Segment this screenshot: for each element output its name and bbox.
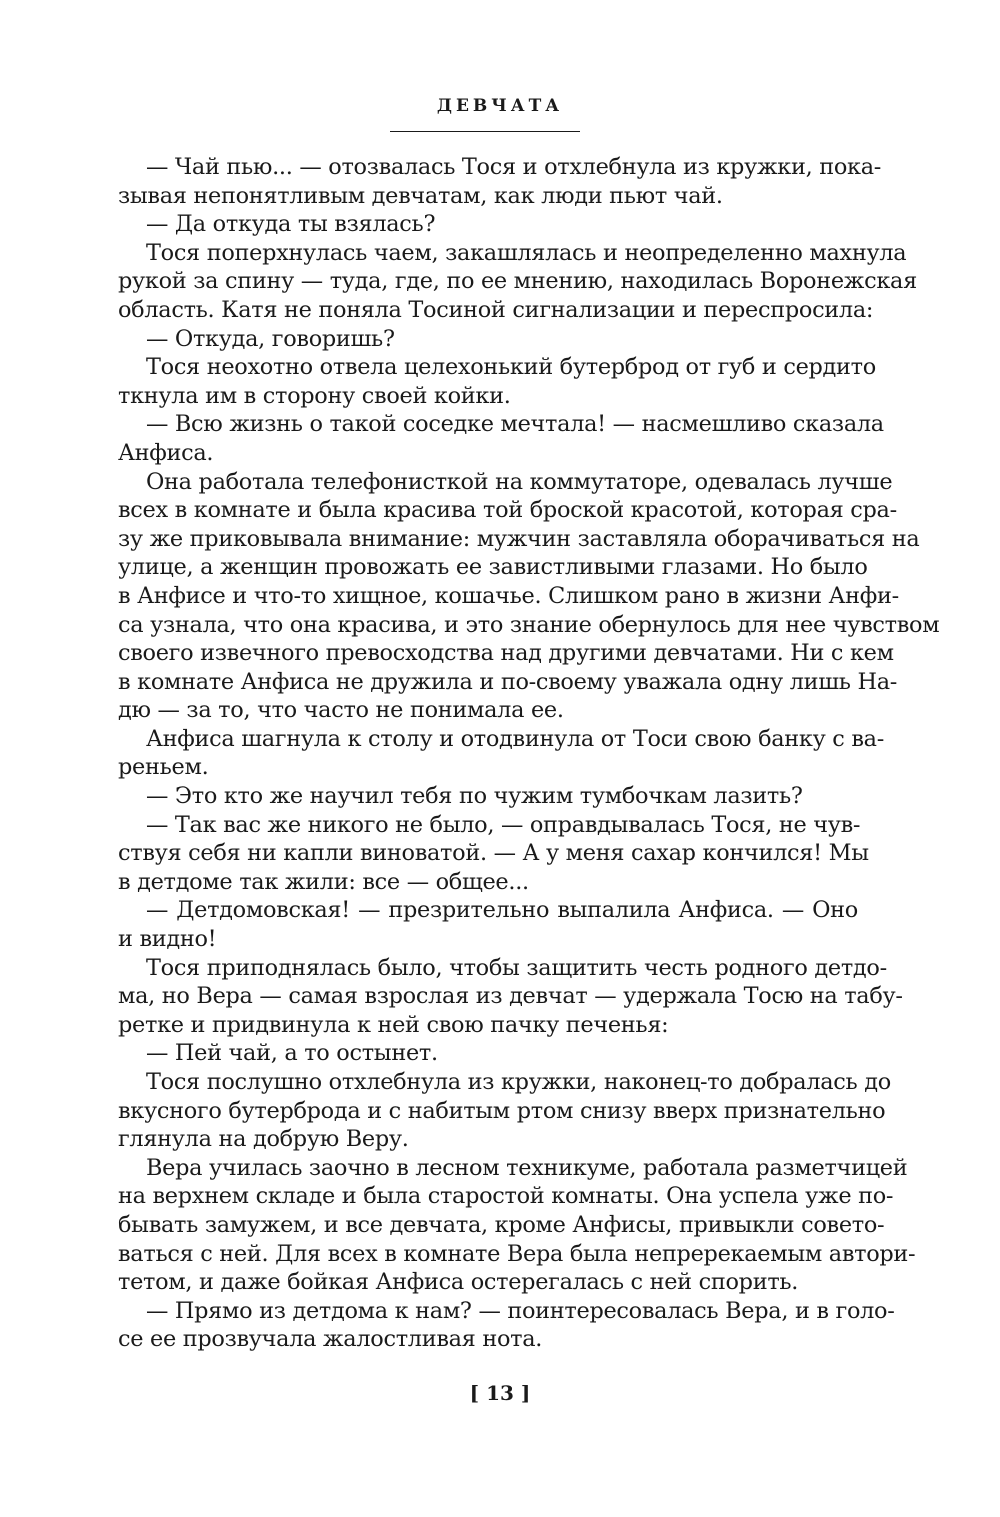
text-line: зу же приковывала внимание: мужчин заставляла оборачиваться на <box>118 525 920 552</box>
text-line: Анфиса шагнула к столу и отодвинула от Тоси свою банку с ва- <box>146 725 884 752</box>
text-line: ствуя себя ни капли виноватой. — А у меня сахар кончился! Мы <box>118 840 869 867</box>
text-line: тетом, и даже бойкая Анфиса остерегалась с ней спорить. <box>118 1269 799 1296</box>
text-line: Тося поперхнулась чаем, закашлялась и неопределенно махнула <box>146 239 907 266</box>
text-line: — Это кто же научил тебя по чужим тумбочкам лазить? <box>146 783 803 810</box>
running-header <box>0 96 1000 116</box>
text-line: в детдоме так жили: все — общее... <box>118 868 529 895</box>
body-text <box>118 153 940 1354</box>
text-line: Она работала телефонисткой на коммутаторе, одевалась лучше <box>146 468 893 495</box>
text-line: — Откуда, говоришь? <box>146 325 395 352</box>
text-line: глянула на добрую Веру. <box>118 1126 409 1153</box>
text-line: своего извечного превосходства над другими девчатами. Ни с кем <box>118 640 894 667</box>
text-line: се ее прозвучала жалостливая нота. <box>118 1326 543 1353</box>
text-line: Тося послушно отхлебнула из кружки, наконец-то добралась до <box>146 1069 891 1095</box>
text-line: Тося приподнялась было, чтобы защитить честь родного детдо- <box>146 954 887 981</box>
text-line: вкусного бутерброда и с набитым ртом снизу вверх признательно <box>118 1097 886 1124</box>
text-line: Тося неохотно отвела целехонький бутерброд от губ и сердито <box>146 354 876 381</box>
text-line: — Всю жизнь о такой соседке мечтала! — насмешливо сказала <box>146 411 884 438</box>
text-line: реньем. <box>118 754 209 781</box>
text-line: — Да откуда ты взялась? <box>146 211 436 238</box>
header-rule <box>390 131 580 132</box>
text-line: в Анфисе и что-то хищное, кошачье. Слишком рано в жизни Анфи- <box>118 582 899 609</box>
text-line: — Чай пью... — отозвалась Тося и отхлебнула из кружки, пока- <box>146 154 882 180</box>
text-line: ретке и придвинула к ней свою пачку печенья: <box>118 1011 669 1038</box>
text-line: на верхнем складе и была старостой комнаты. Она успела уже по- <box>118 1183 894 1210</box>
text-line: — Детдомовская! — презрительно выпалила Анфиса. — Оно <box>146 897 858 924</box>
text-line: — Пей чай, а то остынет. <box>146 1040 438 1067</box>
text-line: са узнала, что она красива, и это знание обернулось для нее чувством <box>118 611 940 638</box>
book-title: ДЕВЧАТА <box>436 96 564 116</box>
text-line: область. Катя не поняла Тосиной сигнализации и переспросила: <box>118 296 874 323</box>
text-line: рукой за спину — туда, где, по ее мнению, находилась Воронежская <box>118 268 917 295</box>
text-line: Анфиса. <box>118 439 214 466</box>
text-line: Вера училась заочно в лесном техникуме, работала разметчицей <box>146 1154 908 1181</box>
text-line: ваться с ней. Для всех в комнате Вера была непререкаемым автори- <box>118 1240 916 1267</box>
text-line: зывая непонятливым девчатам, как люди пьют чай. <box>118 182 723 209</box>
text-line: — Прямо из детдома к нам? — поинтересовалась Вера, и в голо- <box>146 1297 895 1324</box>
text-line: улице, а женщин провожать ее завистливыми глазами. Но было <box>118 554 868 581</box>
text-line: ма, но Вера — самая взрослая из девчат — удержала Тосю на табу- <box>118 983 903 1010</box>
text-line: бывать замужем, и все девчата, кроме Анфисы, привыкли совето- <box>118 1211 885 1238</box>
text-line: в комнате Анфиса не дружила и по-своему уважала одну лишь На- <box>118 668 898 695</box>
text-line: ткнула им в сторону своей койки. <box>118 382 511 409</box>
text-line: — Так вас же никого не было, — оправдывалась Тося, не чув- <box>146 811 861 838</box>
text-line: всех в комнате и была красива той броской красотой, которая сра- <box>118 497 897 524</box>
text-line: и видно! <box>118 926 217 953</box>
text-line: дю — за то, что часто не понимала ее. <box>118 697 564 724</box>
page-number: [ 13 ] <box>469 1381 531 1405</box>
